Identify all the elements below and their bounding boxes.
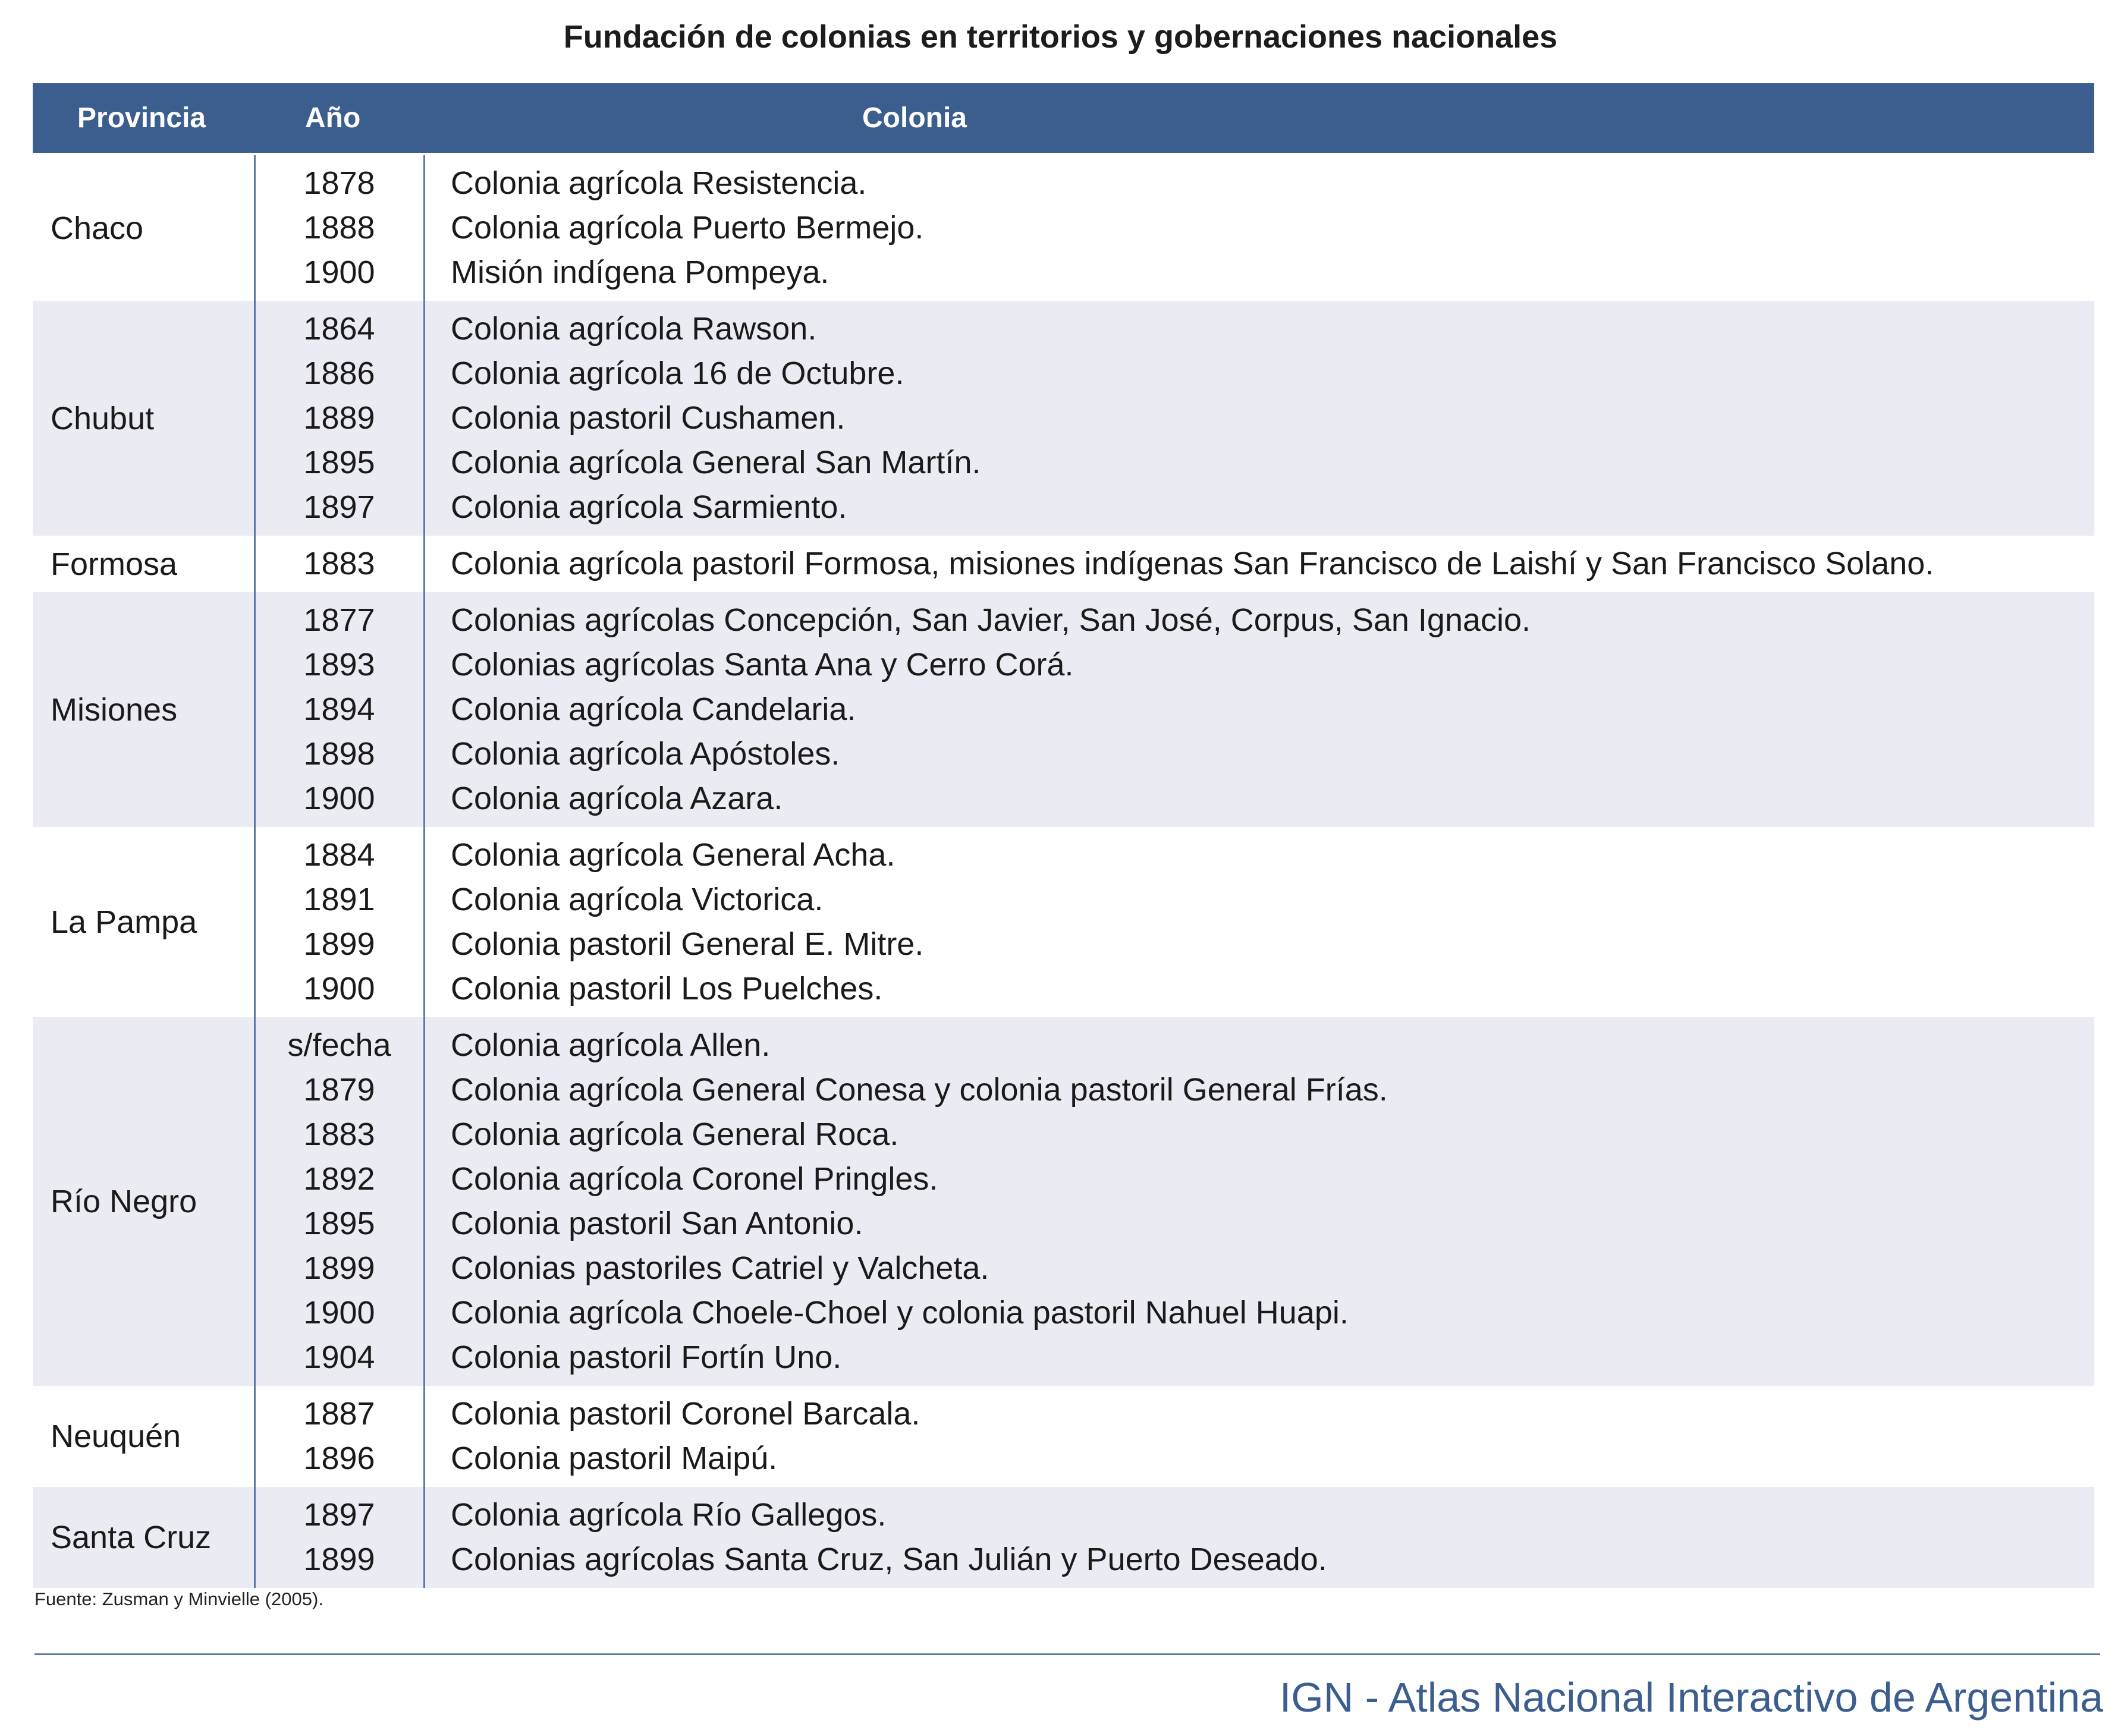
province-group xyxy=(33,827,2094,1017)
column-divider-anio xyxy=(423,155,425,1588)
year-column xyxy=(254,536,424,592)
colonia-cell: Colonia agrícola Choele-Choel y colonia pastoril Nahuel Huapi. xyxy=(451,1295,1349,1331)
year-column xyxy=(254,1487,424,1588)
year-cell: 1884 xyxy=(303,837,375,873)
year-cell: 1889 xyxy=(303,400,375,436)
colonia-cell: Colonia agrícola Apóstoles. xyxy=(451,736,840,772)
province-group xyxy=(33,301,2094,536)
province-cell: La Pampa xyxy=(51,904,197,940)
province-cell: Neuquén xyxy=(51,1419,181,1454)
colonia-cell: Colonia agrícola Coronel Pringles. xyxy=(451,1161,938,1197)
year-cell: 1883 xyxy=(303,1117,375,1152)
colonia-cell: Misión indígena Pompeya. xyxy=(451,254,829,290)
year-cell: 1879 xyxy=(303,1072,375,1108)
year-cell: 1892 xyxy=(303,1161,375,1197)
year-cell: 1900 xyxy=(303,1295,375,1331)
year-cell: 1899 xyxy=(303,926,375,962)
year-cell: 1877 xyxy=(303,602,375,638)
colonia-cell: Colonia agrícola Puerto Bermejo. xyxy=(451,210,924,246)
colonia-cell: Colonia agrícola Victorica. xyxy=(451,882,824,917)
year-column xyxy=(254,1017,424,1386)
year-column xyxy=(254,592,424,827)
column-header-colonia: Colonia xyxy=(862,102,967,134)
colonia-cell: Colonias agrícolas Santa Ana y Cerro Corá. xyxy=(451,647,1074,683)
year-cell: s/fecha xyxy=(287,1027,391,1063)
colonia-cell: Colonia agrícola General Conesa y colonia pastoril General Frías. xyxy=(451,1072,1388,1108)
province-group xyxy=(33,1487,2094,1588)
column-divider-provincia xyxy=(254,155,256,1588)
colonia-cell: Colonia pastoril Cushamen. xyxy=(451,400,846,436)
page-title: Fundación de colonias en territorios y gobernaciones nacionales xyxy=(563,19,1558,55)
footer-divider xyxy=(34,1653,2100,1655)
column-header-anio: Año xyxy=(305,102,361,134)
year-cell: 1888 xyxy=(303,210,375,246)
year-cell: 1900 xyxy=(303,971,375,1007)
column-header-provincia: Provincia xyxy=(77,102,206,134)
colonia-cell: Colonia pastoril Fortín Uno. xyxy=(451,1339,842,1375)
colonia-cell: Colonia pastoril Los Puelches. xyxy=(451,971,883,1007)
table-header xyxy=(33,83,2094,153)
colonia-column xyxy=(424,592,2094,827)
year-cell: 1904 xyxy=(303,1339,375,1375)
year-cell: 1897 xyxy=(303,1497,375,1533)
colonia-cell: Colonias pastoriles Catriel y Valcheta. xyxy=(451,1250,989,1286)
colonia-cell: Colonia agrícola Rawson. xyxy=(451,311,817,347)
colonia-column xyxy=(424,1386,2094,1487)
year-column xyxy=(254,1386,424,1487)
colonia-cell: Colonia agrícola 16 de Octubre. xyxy=(451,356,904,391)
year-cell: 1886 xyxy=(303,356,375,391)
year-cell: 1900 xyxy=(303,254,375,290)
source-note: Fuente: Zusman y Minvielle (2005). xyxy=(34,1589,323,1609)
colonia-column xyxy=(424,1487,2094,1588)
colonia-cell: Colonia pastoril General E. Mitre. xyxy=(451,926,924,962)
year-cell: 1900 xyxy=(303,781,375,816)
province-cell: Formosa xyxy=(51,546,178,582)
colonia-cell: Colonia agrícola pastoril Formosa, misiones indígenas San Francisco de Laishí y San Francisco Solano. xyxy=(451,546,1934,581)
colonia-cell: Colonia agrícola Sarmiento. xyxy=(451,489,847,525)
year-column xyxy=(254,155,424,301)
province-cell: Misiones xyxy=(51,691,178,728)
year-cell: 1887 xyxy=(303,1396,375,1432)
year-cell: 1899 xyxy=(303,1542,375,1577)
colonia-cell: Colonia agrícola General Roca. xyxy=(451,1117,899,1152)
colonia-cell: Colonia pastoril Maipú. xyxy=(451,1441,778,1476)
table-body xyxy=(33,155,2094,1588)
footer-brand: IGN - Atlas Nacional Interactivo de Argentina xyxy=(1279,1674,2103,1721)
year-cell: 1896 xyxy=(303,1441,375,1476)
colonia-cell: Colonias agrícolas Concepción, San Javier, San José, Corpus, San Ignacio. xyxy=(451,602,1531,638)
colonia-column xyxy=(424,536,2094,592)
colonia-cell: Colonia pastoril San Antonio. xyxy=(451,1206,863,1241)
year-cell: 1878 xyxy=(303,165,375,201)
province-group xyxy=(33,1386,2094,1487)
province-cell: Chubut xyxy=(51,400,155,436)
colonia-cell: Colonia agrícola Candelaria. xyxy=(451,691,856,727)
colonia-cell: Colonia agrícola Azara. xyxy=(451,781,783,816)
year-cell: 1895 xyxy=(303,1206,375,1241)
colonia-cell: Colonia agrícola Resistencia. xyxy=(451,165,867,201)
year-cell: 1898 xyxy=(303,736,375,772)
province-cell: Santa Cruz xyxy=(51,1520,212,1555)
province-group xyxy=(33,1017,2094,1386)
year-cell: 1899 xyxy=(303,1250,375,1286)
colonia-cell: Colonia pastoril Coronel Barcala. xyxy=(451,1396,920,1432)
year-column xyxy=(254,301,424,536)
year-cell: 1891 xyxy=(303,882,375,917)
province-group xyxy=(33,155,2094,301)
colonia-cell: Colonia agrícola General San Martín. xyxy=(451,445,981,480)
colonia-cell: Colonias agrícolas Santa Cruz, San Julián y Puerto Deseado. xyxy=(451,1542,1327,1577)
colonia-cell: Colonia agrícola Allen. xyxy=(451,1027,771,1063)
year-cell: 1883 xyxy=(303,546,375,581)
colonia-cell: Colonia agrícola Río Gallegos. xyxy=(451,1497,887,1533)
province-cell: Chaco xyxy=(51,210,144,246)
colonia-column xyxy=(424,1017,2094,1386)
year-cell: 1864 xyxy=(303,311,375,347)
colonia-column xyxy=(424,827,2094,1017)
colonia-cell: Colonia agrícola General Acha. xyxy=(451,837,895,873)
year-cell: 1897 xyxy=(303,489,375,525)
province-group xyxy=(33,536,2094,592)
year-cell: 1893 xyxy=(303,647,375,683)
colonia-column xyxy=(424,155,2094,301)
colonia-column xyxy=(424,301,2094,536)
province-group xyxy=(33,592,2094,827)
province-cell: Río Negro xyxy=(51,1184,197,1219)
year-cell: 1894 xyxy=(303,691,375,727)
year-column xyxy=(254,827,424,1017)
year-cell: 1895 xyxy=(303,445,375,480)
colonias-table xyxy=(33,83,2094,1588)
